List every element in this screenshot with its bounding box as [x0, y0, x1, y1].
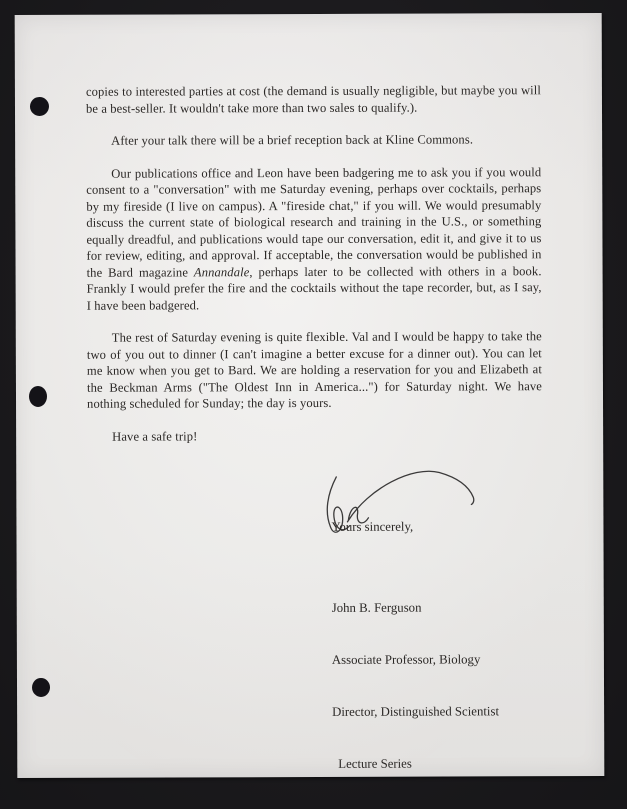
- signatory-title-2: Director, Distinguished Scientist: [332, 704, 500, 720]
- letter-body: [86, 82, 542, 445]
- paragraph: Have a safe trip!: [112, 428, 198, 444]
- punch-hole-bottom: [32, 678, 50, 697]
- paragraph: After your talk there will be a brief reception back at Kline Commons.: [111, 132, 474, 148]
- paragraph: copies to interested parties at cost (the demand is usually negligible, but maybe you will be a best-seller. It wouldn't take more than two sales to qualify.).: [85, 83, 541, 116]
- italic-text: Annandale: [193, 264, 250, 279]
- punch-hole-top: [30, 97, 49, 116]
- letter-page: [15, 13, 605, 778]
- paragraph: Our publications office and Leon have been badgering me to ask you if you would consent to a "conversation" with me Saturday evening, perhaps over cocktails, perhaps by my fireside (I live on campus). A "fireside chat," if you will. We would presumably discuss the current state of biological research and training in the U.S., or something equally dreadful, and publications would tape our conversation, edit it, and give it to us for review, editing, and approval. If acceptable, the conversation would be published in the Bard magazine Annandale, perhaps later to be collected with others in a book. Frankly I would prefer the fire and the cocktails without the tape recorder, but, as I say, I have been badgered.: [86, 164, 542, 313]
- signatory-name: John B. Ferguson: [331, 601, 422, 616]
- signatory-title-1: Associate Professor, Biology: [331, 652, 481, 668]
- closing-block: [331, 483, 499, 808]
- paragraph: The rest of Saturday evening is quite flexible. Val and I would be happy to take the two of you out to dinner (I can't imagine a better excuse for a dinner out). You can let me know when you get to Bard. We are holding a reservation for you and Elizabeth at the Beckman Arms ("The Oldest Inn in America...") for Saturday night. We have nothing scheduled for Sunday; the day is yours.: [86, 329, 542, 411]
- punch-hole-middle: [29, 386, 47, 407]
- signatory-title-3: Lecture Series: [338, 756, 412, 772]
- valediction: Yours sincerely,: [331, 519, 414, 534]
